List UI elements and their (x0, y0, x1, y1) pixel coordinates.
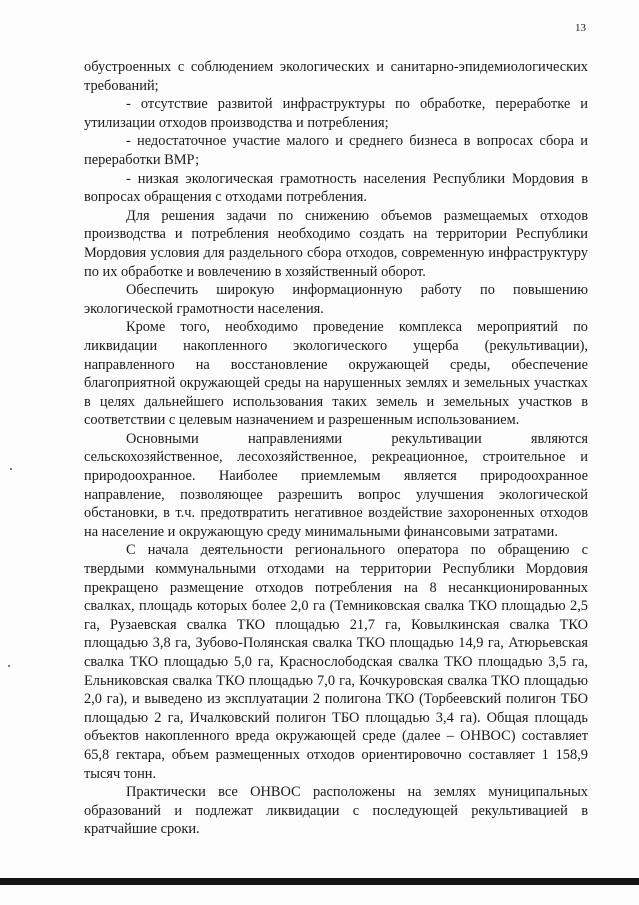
scan-speck (8, 665, 10, 667)
paragraph-5: Для решения задачи по снижению объемов размещаемых отходов производства и потребления необходимо создать на территории Республики Мордовия условия для раздельного сбора отходов, современную инфраструктуру по их обработке и вовлечению в хозяйственный оборот. (84, 207, 588, 280)
paragraph-2: - отсутствие развитой инфраструктуры по обработке, переработке и утилизации отходов производства и потребления; (84, 96, 588, 131)
paragraph-4: - низкая экологическая грамотность населения Республики Мордовия в вопросах обращения с отходами потребления. (84, 170, 588, 206)
paragraph-6: Обеспечить широкую информационную работу по повышению экологической грамотности населения. (84, 282, 588, 317)
paragraph-1: обустроенных с соблюдением экологических и санитарно-эпидемиологических требований; (84, 59, 588, 94)
paragraph-10: Практически все ОНВОС расположены на землях муниципальных образований и подлежат ликвидации с последующей рекультивацией в кратчайшие сроки. (84, 784, 588, 838)
paragraph-9: С начала деятельности регионального оператора по обращению с твердыми коммунальными отходами на территории Республики Мордовия прекращено размещение отходов потребления на 8 несанкционированных свалках, площадь которых более 2,0 га (Темниковская свалка ТКО площадью 2,5 га, Рузаевская свалка ТКО площадью 21,7 га, Ковылкинская свалка ТКО площадью 3,8 га, Зубово-Полянская свалка ТКО площадью 14,9 га, Атюрьевская свалка ТКО площадью 5,0 га, Краснослободская свалка ТКО площадью 3,5 га, Ельниковская свалка ТКО площадью 7,0 га, Кочкуровская свалка ТКО площадью 2,0 га), и выведено из эксплуатации 2 полигона ТКО (Торбеевский полигон ТБО площадью 2 га, Ичалковский полигон ТБО площадью 3,4 га). Общая площадь объектов накопленного вреда окружающей среде (далее – ОНВОС) составляет 65,8 гектара, объем размещенных отходов ориентировочно составляет 1 158,9 тысяч тонн. (84, 542, 588, 782)
scan-speck (10, 468, 12, 470)
paragraph-7: Кроме того, необходимо проведение комплекса мероприятий по ликвидации накопленного экологического ущерба (рекультивации), направленного на восстановление окружающей среды, обеспечение благоприятной окружающей среды на нарушенных землях и земельных участках в целях дальнейшего использования таких земель и земельных участков в соответствии с целевым назначением и разрешенным использованием. (84, 319, 588, 429)
paragraph-8: Основными направлениями рекультивации являются сельскохозяйственное, лесохозяйственное, рекреационное, строительное и природоохранное. Наиболее приемлемым является природоохранное направление, позволяющее разрешить вопрос улучшения экологической обстановки, в т.ч. предотвратить негативное воздействие захороненных отходов на население и окружающую среду минимальными финансовыми затратами. (84, 430, 588, 540)
page-number: 13 (575, 22, 586, 34)
document-body (84, 58, 588, 839)
scan-edge-bar (0, 878, 639, 885)
paragraph-3: - недостаточное участие малого и среднего бизнеса в вопросах сбора и переработки ВМР; (84, 133, 588, 168)
